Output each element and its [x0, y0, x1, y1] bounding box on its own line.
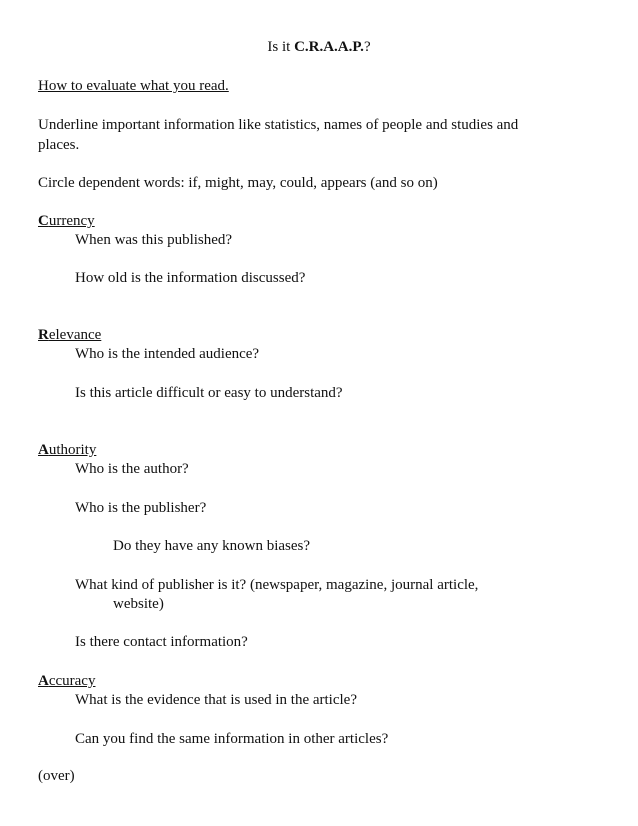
currency-question-1: When was this published?	[75, 232, 233, 248]
circle-instruction: Circle dependent words: if, might, may, could, appears (and so on)	[38, 175, 438, 191]
accuracy-rest: ccuracy	[48, 673, 96, 689]
currency-question-2: How old is the information discussed?	[75, 270, 306, 286]
section-heading-accuracy	[38, 672, 95, 691]
relevance-initial: R	[38, 327, 49, 343]
title-suffix: ?	[363, 39, 371, 55]
relevance-question-1: Who is the intended audience?	[75, 346, 260, 362]
underline-instruction-line2: places.	[38, 137, 80, 153]
accuracy-question-2: Can you find the same information in other articles?	[75, 731, 389, 747]
accuracy-initial: A	[38, 673, 49, 689]
relevance-rest: elevance	[48, 327, 102, 343]
section-heading-relevance	[38, 326, 101, 345]
currency-initial: C	[38, 213, 49, 229]
accuracy-question-1: What is the evidence that is used in the article?	[75, 692, 357, 708]
authority-question-4: Is there contact information?	[75, 634, 248, 650]
authority-question-2-sub: Do they have any known biases?	[113, 538, 311, 554]
underline-instruction-line1: Underline important information like statistics, names of people and studies and	[38, 117, 519, 133]
authority-question-2: Who is the publisher?	[75, 500, 207, 516]
title-prefix: Is it	[267, 39, 295, 55]
relevance-question-2: Is this article difficult or easy to understand?	[75, 385, 343, 401]
section-heading-currency	[38, 212, 95, 231]
authority-rest: uthority	[48, 442, 97, 458]
page-title	[0, 38, 638, 57]
title-acronym: C.R.A.A.P.	[294, 39, 364, 55]
authority-question-1: Who is the author?	[75, 461, 189, 477]
authority-initial: A	[38, 442, 49, 458]
over-note: (over)	[38, 768, 75, 784]
authority-question-3-line2: website)	[113, 596, 164, 612]
authority-question-3-line1: What kind of publisher is it? (newspaper, magazine, journal article,	[75, 577, 479, 593]
section-heading-authority	[38, 441, 96, 460]
intro-heading: How to evaluate what you read.	[38, 78, 229, 94]
currency-rest: urrency	[48, 213, 95, 229]
